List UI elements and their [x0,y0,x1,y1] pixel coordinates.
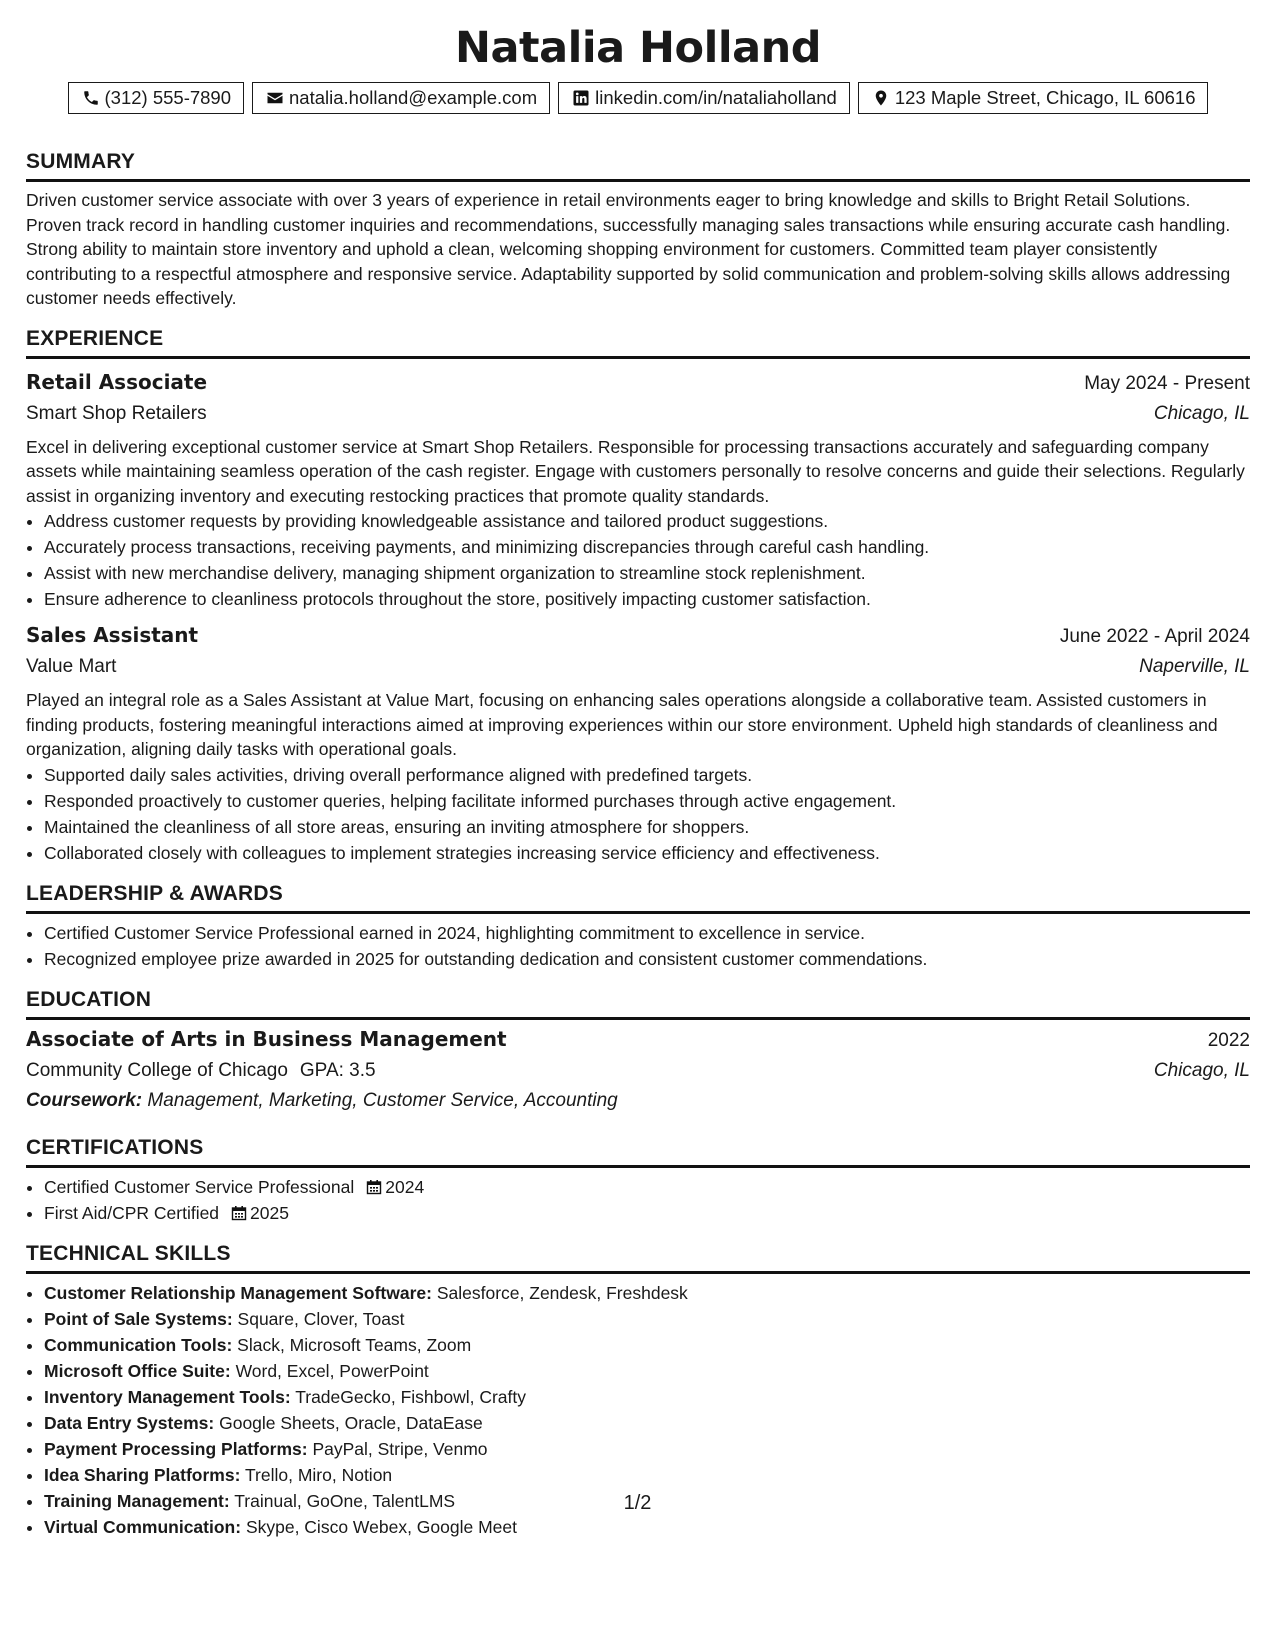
degree-title: Associate of Arts in Business Management [26,1026,507,1051]
list-item [44,1280,1250,1306]
certifications-list [26,1174,1250,1226]
map-marker-icon [871,88,891,108]
linkedin-icon [571,88,591,108]
leadership-section [26,880,1250,972]
resume-page [26,20,1250,1540]
email-text: natalia.holland@example.com [289,87,538,108]
certification-year: 2024 [385,1176,425,1197]
list-item [44,1436,1250,1462]
job-bullets [26,508,1250,612]
email-contact[interactable] [252,82,550,114]
company-name: Smart Shop Retailers [26,402,207,424]
skill-category: Payment Processing Platforms: [44,1438,308,1459]
section-title: LEADERSHIP & AWARDS [26,880,1250,914]
skill-values: Word, Excel, PowerPoint [235,1360,429,1381]
job-description: Played an integral role as a Sales Assistant at Value Mart, focusing on enhancing sales operations alongside a collaborative team. Assisted customers in finding products, fostering meaningful interactions aimed at improving experiences within our store environment. Upheld high standards of cleanliness and organization, aligning daily tasks with operational goals. [26,690,1218,759]
list-item: • Responded proactively to customer queries, helping facilitate informed purchases through active engagement. [44,788,1250,814]
school-location: Chicago, IL [1153,1059,1250,1081]
candidate-name: Natalia Holland [455,23,821,73]
certifications-section [26,1134,1250,1226]
list-item [44,1514,1250,1540]
address-text: 123 Maple Street, Chicago, IL 60616 [894,87,1196,108]
list-item [44,1462,1250,1488]
phone-text: (312) 555-7890 [104,87,232,108]
list-item [44,1174,1250,1200]
school-name: Community College of Chicago [26,1059,288,1081]
skill-values: Salesforce, Zendesk, Freshdesk [436,1282,688,1303]
list-item [44,1410,1250,1436]
skill-values: PayPal, Stripe, Venmo [312,1438,488,1459]
job-description: Excel in delivering exceptional customer service at Smart Shop Retailers. Responsible for processing transactions accurately and safeguarding company assets while maintaining seamless operation of the cash register. Engage with customers personally to resolve concerns and guide their selections. Regularly assist in organizing inventory and executing restocking practices that promote quality standards. [26,436,1245,506]
summary-text: Driven customer service associate with over 3 years of experience in retail environments eager to bring knowledge and skills to Bright Retail Solutions. Proven track record in handling customer inquiries and recommendations, successfully managing sales transactions while ensuring accurate cash handling. Strong ability to maintain store inventory and uphold a clean, welcoming shopping environment for customers. Committed team player consistently contributing to a respectful atmosphere and responsive service. Adaptability supported by solid communication and problem-solving skills allows addressing customer needs effectively. [26,190,1231,308]
list-item [44,1384,1250,1410]
phone-icon [81,88,101,108]
section-title: CERTIFICATIONS [26,1134,1250,1168]
list-item: • Assist with new merchandise delivery, managing shipment organization to streamline stock replenishment. [44,560,1250,586]
list-item [44,1358,1250,1384]
education-section [26,986,1250,1116]
list-item: • Maintained the cleanliness of all store areas, ensuring an inviting atmosphere for shoppers. [44,814,1250,840]
skill-category: Point of Sale Systems: [44,1308,233,1329]
list-item: • Collaborated closely with colleagues to implement strategies increasing service efficiency and effectiveness. [44,840,1250,866]
gpa-value: GPA: 3.5 [299,1059,376,1081]
phone-contact[interactable] [68,82,245,114]
skill-values: Slack, Microsoft Teams, Zoom [237,1334,472,1355]
skill-category: Microsoft Office Suite: [44,1360,231,1381]
list-item: • Ensure adherence to cleanliness protocols throughout the store, positively impacting customer satisfaction. [44,586,1250,612]
experience-section [26,325,1250,866]
skill-category: Virtual Communication: [44,1516,242,1537]
skill-values: TradeGecko, Fishbowl, Crafty [295,1386,527,1407]
skill-category: Training Management: [44,1490,230,1511]
skill-values: Trainual, GoOne, TalentLMS [234,1490,456,1511]
leadership-list [26,920,1250,972]
job-entry [26,620,1250,866]
list-item: • Certified Customer Service Professional earned in 2024, highlighting commitment to excellence in service. [44,920,1250,946]
list-item [44,1200,1250,1226]
job-bullets [26,762,1250,866]
company-name: Value Mart [26,656,117,677]
skill-values: Trello, Miro, Notion [244,1464,393,1485]
section-title: EXPERIENCE [26,325,1250,359]
job-entry [26,367,1250,613]
job-location: Naperville, IL [1139,656,1250,677]
calendar-icon [231,1202,247,1218]
graduation-year: 2022 [1207,1029,1250,1051]
linkedin-contact[interactable] [558,82,850,114]
skill-category: Communication Tools: [44,1334,233,1355]
job-title: Sales Assistant [26,623,199,647]
section-title: TECHNICAL SKILLS [26,1240,1250,1274]
coursework-label: Coursework: [26,1089,143,1111]
job-title: Retail Associate [26,369,208,394]
section-title: SUMMARY [26,148,1250,182]
list-item [44,1306,1250,1332]
envelope-icon [265,88,285,108]
skill-category: Inventory Management Tools: [44,1386,291,1407]
section-title: EDUCATION [26,986,1250,1020]
address-contact [858,82,1209,114]
skill-values: Google Sheets, Oracle, DataEase [219,1412,483,1433]
list-item: • Supported daily sales activities, driving overall performance aligned with predefined targets. [44,762,1250,788]
skill-category: Data Entry Systems: [44,1412,215,1433]
list-item: • Address customer requests by providing knowledgeable assistance and tailored product suggestions. [44,508,1250,534]
certification-name: First Aid/CPR Certified [44,1202,220,1223]
certification-year: 2025 [250,1202,289,1223]
calendar-icon [366,1176,382,1192]
list-item [44,1332,1250,1358]
certification-name: Certified Customer Service Professional [44,1176,355,1197]
skill-values: Skype, Cisco Webex, Google Meet [245,1516,517,1537]
list-item: • Recognized employee prize awarded in 2025 for outstanding dedication and consistent customer commendations. [44,946,1250,972]
linkedin-text: linkedin.com/in/nataliaholland [595,87,837,108]
skill-category: Customer Relationship Management Software: [44,1282,432,1303]
coursework-list: Management, Marketing, Customer Service, Accounting [147,1089,618,1111]
list-item: • Accurately process transactions, receiving payments, and minimizing discrepancies through careful cash handling. [44,534,1250,560]
skill-category: Idea Sharing Platforms: [44,1464,241,1485]
job-location: Chicago, IL [1153,402,1250,424]
skill-values: Square, Clover, Toast [237,1308,405,1329]
coursework-line [26,1086,1250,1116]
page-number: 1/2 [623,1492,652,1514]
contact-row [26,82,1250,114]
job-dates: June 2022 - April 2024 [1059,626,1250,647]
job-dates: May 2024 - Present [1084,372,1250,394]
summary-section [26,148,1250,311]
